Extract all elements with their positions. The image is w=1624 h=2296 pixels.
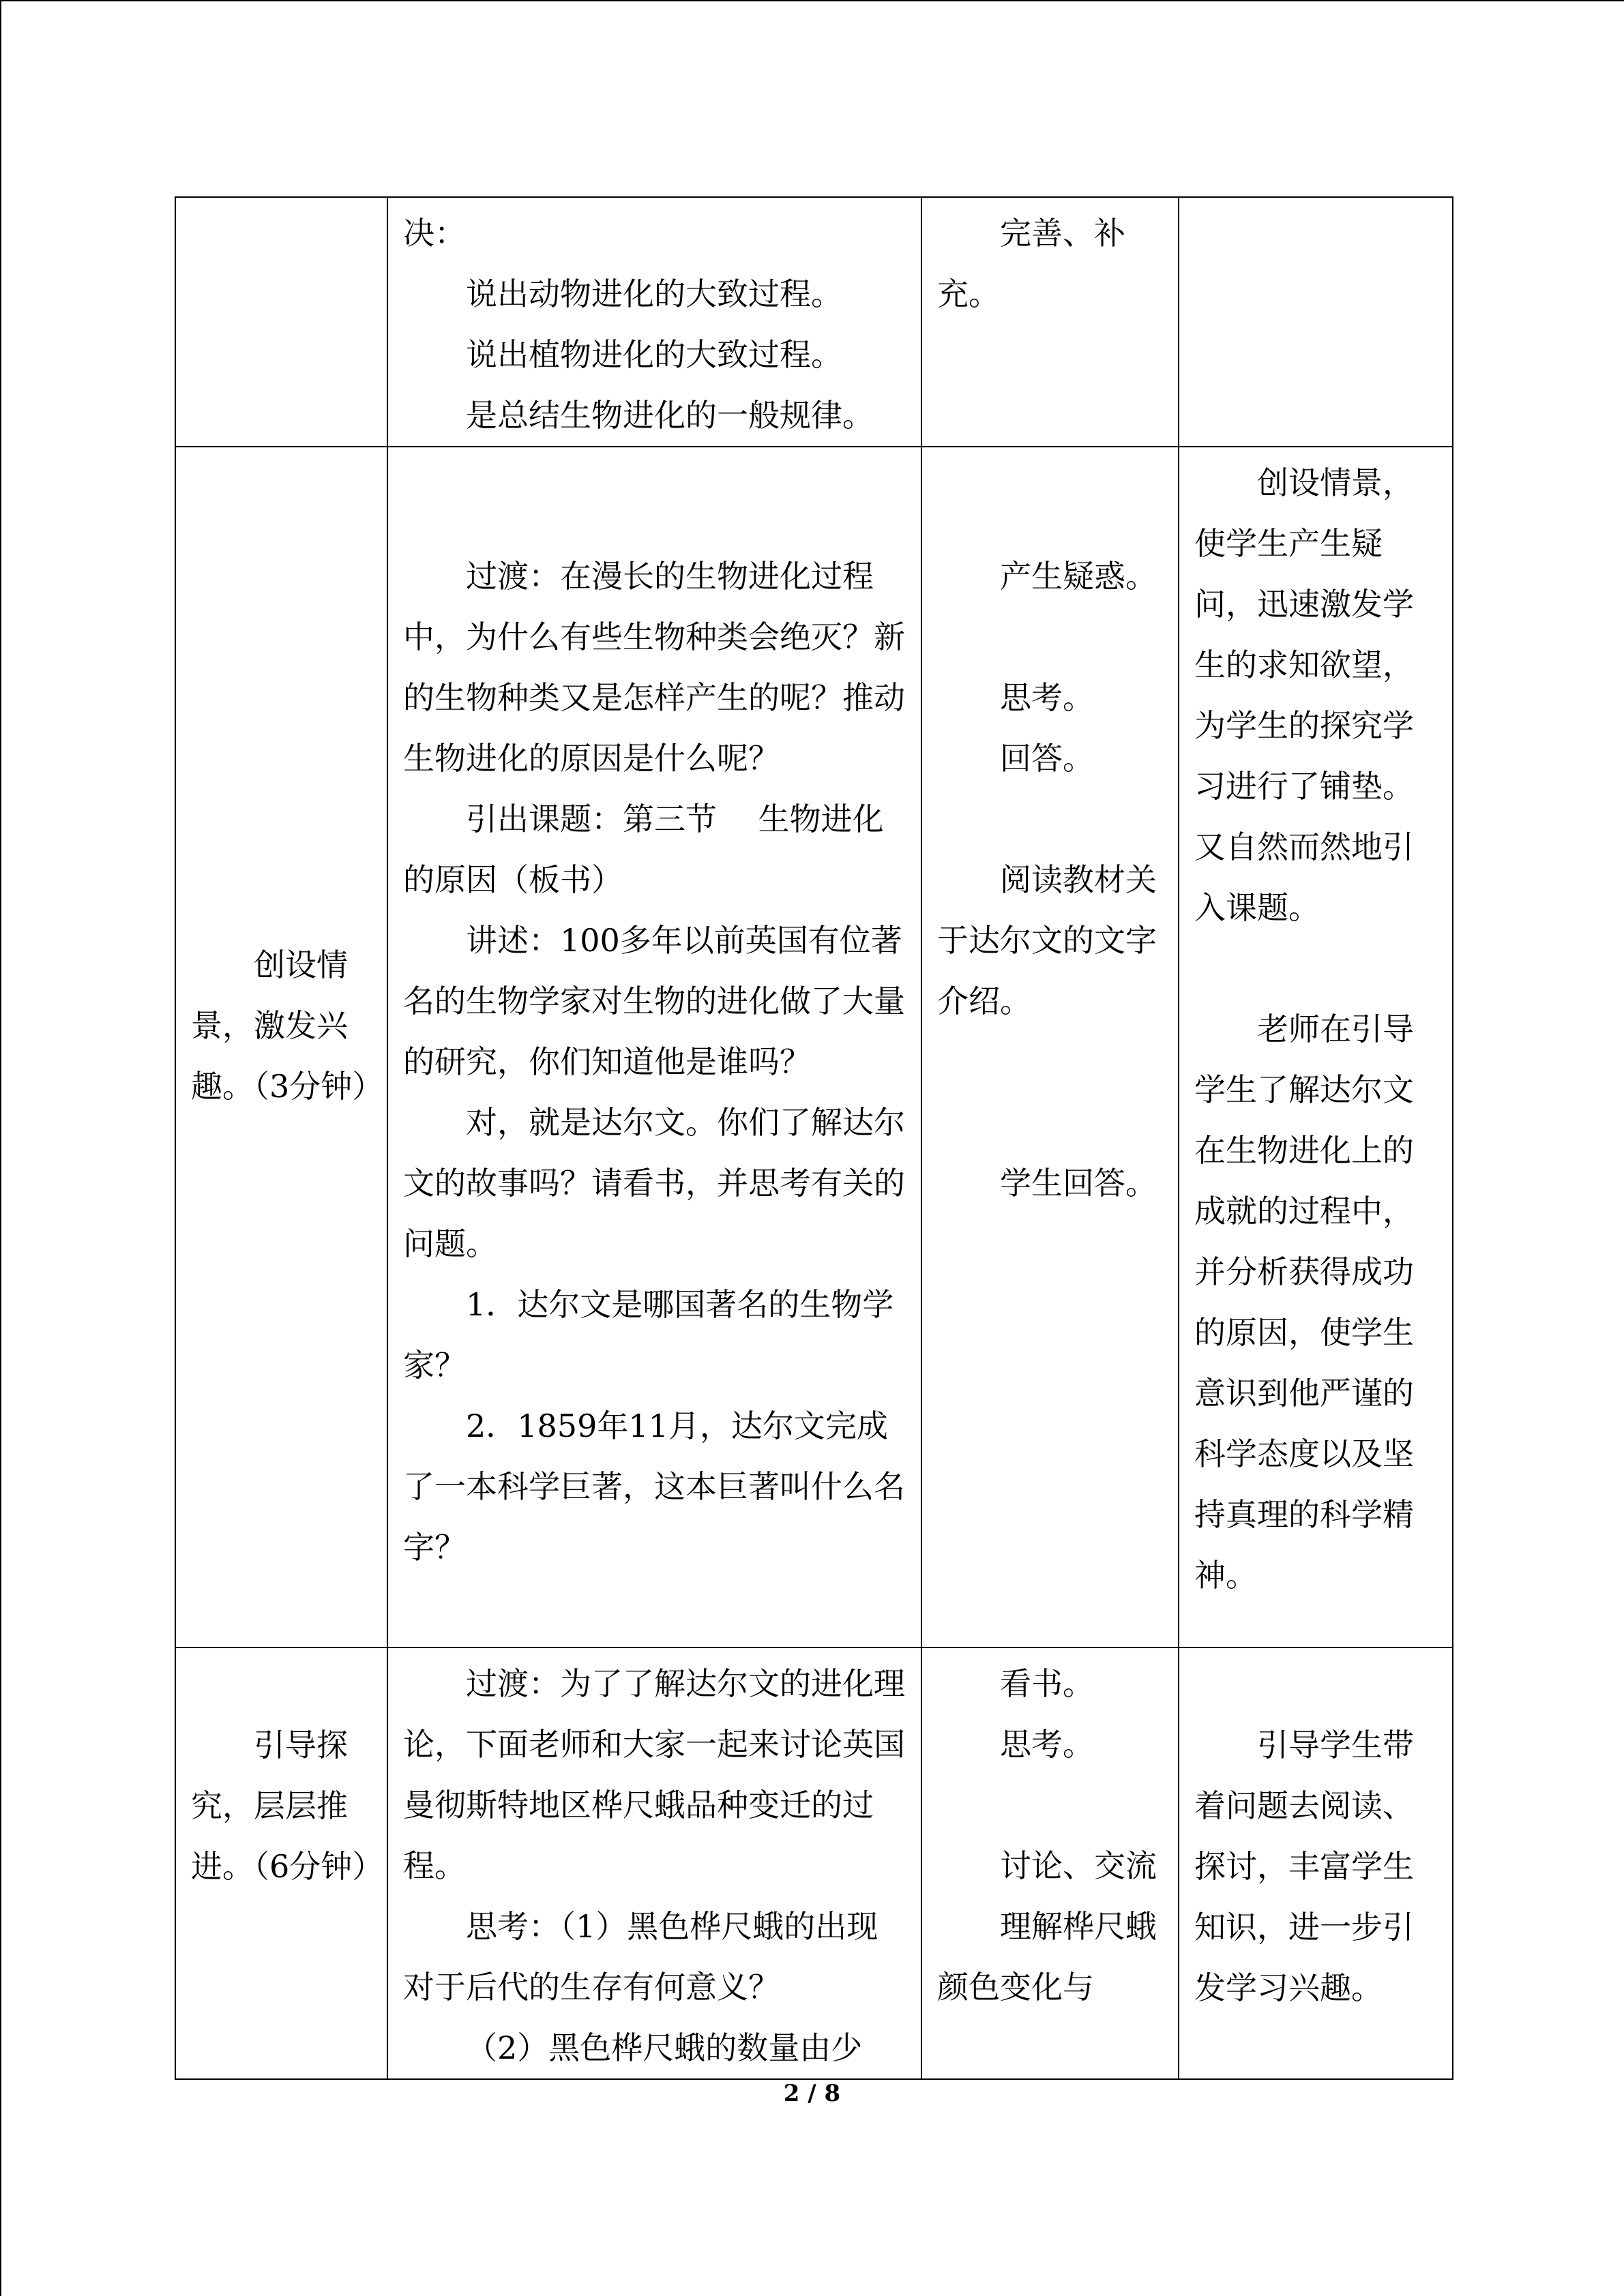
table-row	[175, 197, 1453, 447]
paragraph: 阅读教材关于达尔文的文字介绍。	[937, 861, 1157, 1019]
design-intent-cell	[1179, 1648, 1453, 2079]
stage-cell	[175, 197, 387, 447]
paragraph: 是总结生物进化的一般规律。	[466, 397, 874, 434]
paragraph: 理解桦尺蛾颜色变化与	[937, 1908, 1157, 2006]
paragraph: （2）黑色桦尺蛾的数量由少	[466, 2029, 863, 2066]
paragraph: 过渡：为了了解达尔文的进化理论，下面老师和大家一起来讨论英国曼彻斯特地区桦尺蛾品种变迁的过程。	[403, 1665, 905, 1884]
paragraph: 老师在引导学生了解达尔文在生物进化上的成就的过程中，并分析获得成功的原因，使学生意识到他严谨的科学态度以及坚持真理的科学精神。	[1194, 1011, 1414, 1594]
stage-label: 创设情景，激发兴趣。（3分钟）	[191, 946, 384, 1105]
paragraph: 完善、补充。	[937, 215, 1125, 312]
paragraph: 创设情景，使学生产生疑问，迅速激发学生的求知欲望，为学生的探究学习进行了铺垫。又自然而然地引入课题。	[1194, 464, 1414, 926]
paragraph: 讨论、交流	[1000, 1847, 1157, 1884]
paragraph: 回答。	[1000, 740, 1094, 777]
paragraph: 学生回答。	[1000, 1165, 1157, 1202]
paragraph: 2．1859年11月，达尔文完成了一本科学巨著，这本巨著叫什么名字？	[403, 1407, 905, 1566]
paragraph: 引出课题：第三节 生物进化的原因（板书）	[403, 801, 884, 898]
teacher-activity-cell	[387, 1648, 921, 2079]
student-activity-cell	[921, 197, 1179, 447]
design-intent-cell	[1179, 197, 1453, 447]
paragraph: 产生疑惑。	[1000, 558, 1157, 595]
paragraph: 思考。	[1000, 679, 1094, 716]
lesson-plan-table	[175, 196, 1453, 2080]
table-row	[175, 447, 1453, 1648]
table-row	[175, 1648, 1453, 2079]
paragraph: 看书。	[1000, 1665, 1094, 1702]
paragraph: 1．达尔文是哪国著名的生物学家？	[403, 1286, 894, 1384]
stage-label: 引导探究，层层推进。（6分钟）	[191, 1727, 384, 1885]
paragraph: 说出动物进化的大致过程。	[466, 275, 842, 312]
stage-cell	[175, 1648, 387, 2079]
student-activity-cell	[921, 1648, 1179, 2079]
paragraph: 说出植物进化的大致过程。	[466, 336, 842, 373]
paragraph: 引导学生带着问题去阅读、探讨，丰富学生知识，进一步引发学习兴趣。	[1194, 1727, 1414, 2006]
paragraph: 过渡：在漫长的生物进化过程中，为什么有些生物种类会绝灭？新的生物种类又是怎样产生的呢？推动生物进化的原因是什么呢？	[403, 558, 905, 777]
paragraph: 决：	[403, 215, 466, 252]
stage-cell	[175, 447, 387, 1648]
paragraph: 思考。	[1000, 1726, 1094, 1763]
page-number: 2 / 8	[783, 2080, 841, 2107]
paragraph: 思考：（1）黑色桦尺蛾的出现对于后代的生存有何意义？	[403, 1908, 879, 2006]
paragraph: 讲述：100多年以前英国有位著名的生物学家对生物的进化做了大量的研究，你们知道他是谁吗？	[403, 922, 905, 1080]
paragraph: 对，就是达尔文。你们了解达尔文的故事吗？请看书，并思考有关的问题。	[403, 1104, 905, 1262]
design-intent-cell	[1179, 447, 1453, 1648]
teacher-activity-cell	[387, 447, 921, 1648]
teacher-activity-cell	[387, 197, 921, 447]
student-activity-cell	[921, 447, 1179, 1648]
